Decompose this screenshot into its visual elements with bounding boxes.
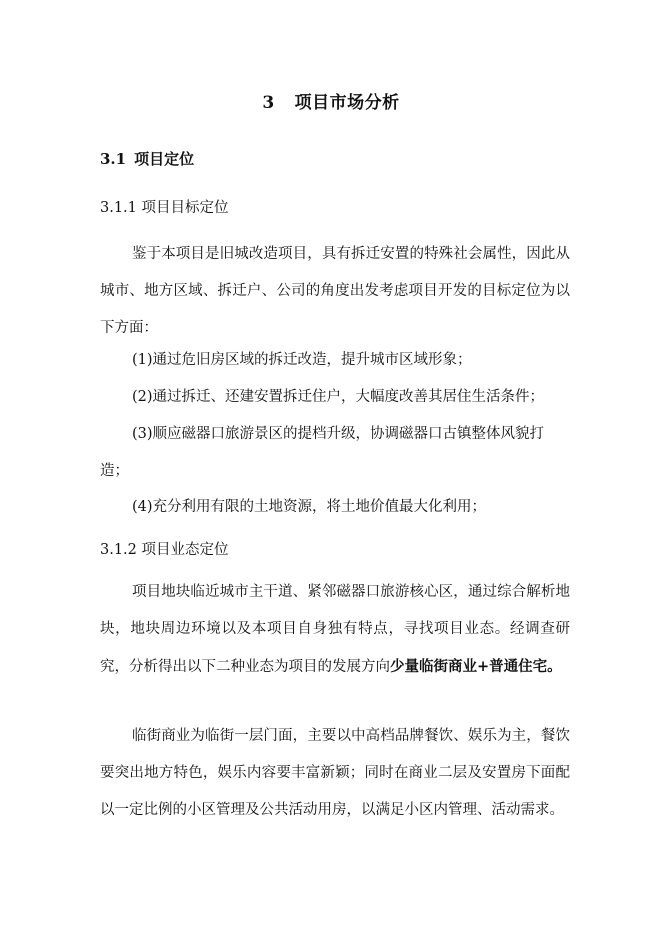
list-item: (4)充分利用有限的土地资源，将土地价值最大化利用；	[132, 499, 487, 515]
business-paragraph-text: 项目地块临近城市主干道、紧邻磁器口旅游核心区，通过综合解析地块，地块周边环境以及本项目自身独有特点，寻找项目业态。经调查研究，分析得出以下二种业态为项目的发展方向	[100, 584, 570, 675]
list-item: (1)通过危旧房区域的拆迁改造，提升城市区域形象；	[132, 352, 472, 368]
subsection-heading-3-1-1: 3.1.1 项目目标定位	[100, 200, 229, 216]
chapter-title	[0, 88, 662, 113]
chapter-title-text: 项目市场分析	[294, 93, 400, 113]
section-heading-3-1	[100, 148, 194, 169]
chapter-number: 3	[262, 93, 275, 113]
list-item: (3)顺应磁器口旅游景区的提档升级，协调磁器口古镇整体风貌打造；	[100, 426, 545, 479]
section-title: 项目定位	[134, 150, 195, 168]
list-item: (2)通过拆迁、还建安置拆迁住户，大幅度改善其居住生活条件；	[132, 389, 545, 405]
business-emphasis: 少量临街商业+普通住宅。	[390, 658, 562, 675]
commercial-paragraph: 临街商业为临街一层门面，主要以中高档品牌餐饮、娱乐为主，餐饮要突出地方特色，娱乐内容要丰富新颖；同时在商业二层及安置房下面配以一定比例的小区管理及公共活动用房，以满足小区内管理、活动需求。	[100, 728, 570, 818]
intro-paragraph: 鉴于本项目是旧城改造项目，具有拆迁安置的特殊社会属性，因此从城市、地方区域、拆迁户、公司的角度出发考虑项目开发的目标定位为以下方面：	[100, 246, 570, 336]
subsection-heading-3-1-2: 3.1.2 项目业态定位	[100, 542, 229, 558]
business-paragraph	[100, 574, 570, 686]
section-number: 3.1	[100, 150, 127, 168]
